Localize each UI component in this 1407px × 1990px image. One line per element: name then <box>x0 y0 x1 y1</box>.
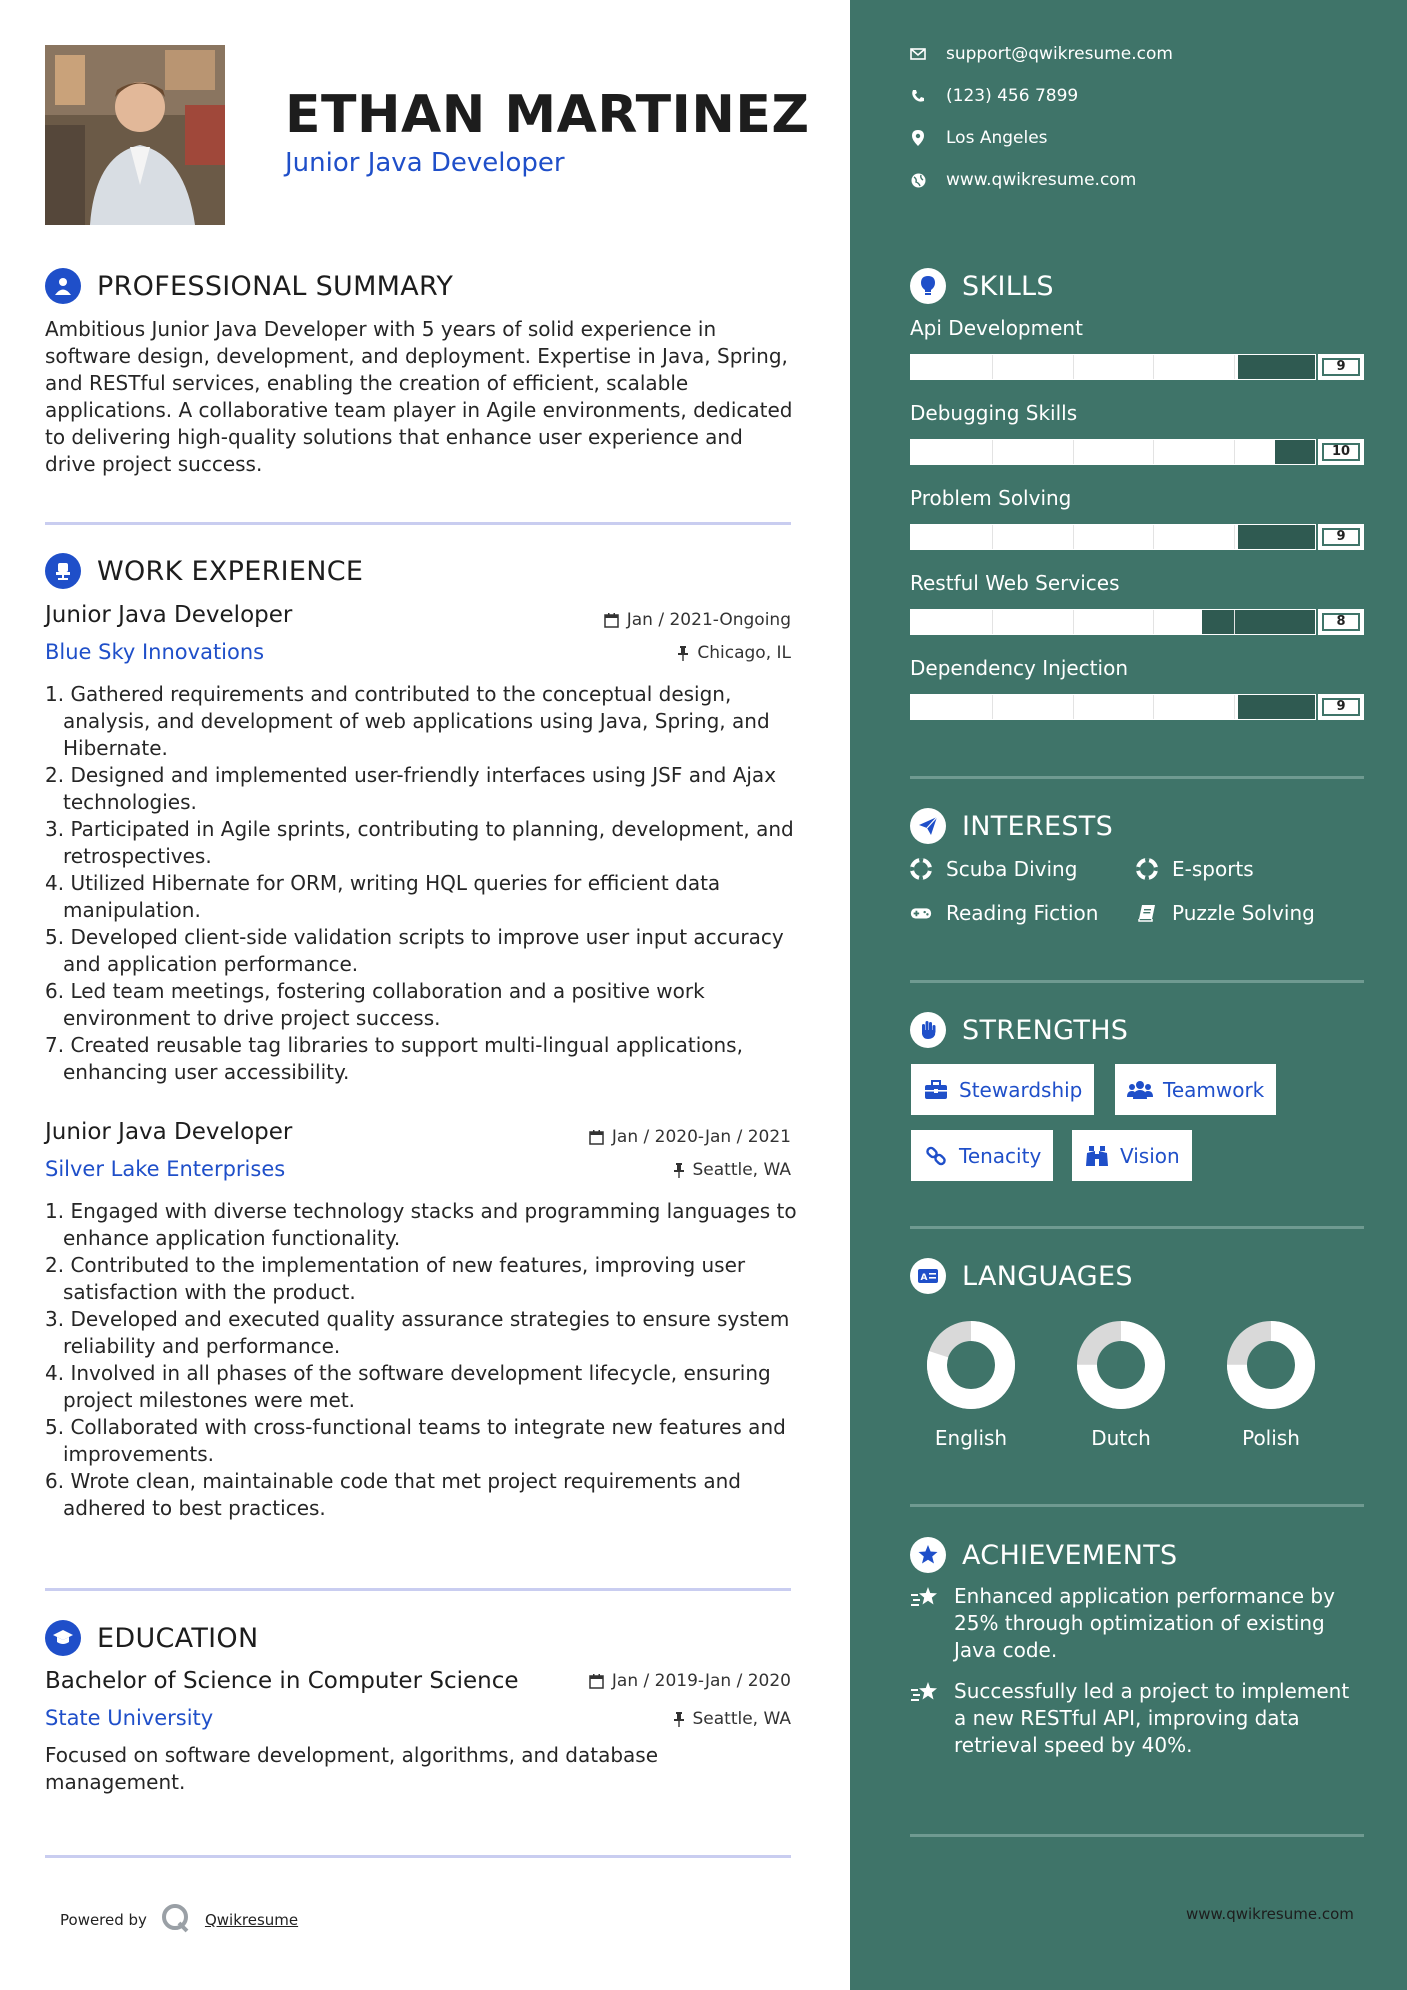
language-donut <box>1211 1320 1331 1410</box>
interest-e-sports <box>1136 857 1254 881</box>
skill-bar-segment <box>1073 355 1074 379</box>
skill-bar-segment <box>1234 525 1235 549</box>
skill-bar-fill <box>911 355 1238 379</box>
pin-icon <box>673 1163 685 1178</box>
paper-plane-icon <box>910 808 946 844</box>
list-item: 7. Created reusable tag libraries to support multi-lingual applications, enhancing user accessibility. <box>45 1033 743 1084</box>
list-item: 1. Gathered requirements and contributed to the conceptual design, analysis, and development of web applications using Java, Spring, and Hibernate. <box>45 682 770 760</box>
list-item: 3. Participated in Agile sprints, contributing to planning, development, and retrospectives. <box>45 817 794 868</box>
list-item: 5. Developed client-side validation scripts to improve user input accuracy and application performance. <box>45 925 784 976</box>
user-icon <box>45 268 81 304</box>
skill-bar-fill <box>911 440 1275 464</box>
skill-label: Problem Solving <box>910 486 1072 510</box>
job-location-text: Seattle, WA <box>692 1160 791 1180</box>
job-dates-text: Jan / 2020-Jan / 2021 <box>611 1127 791 1147</box>
language-donut-chart <box>926 1320 1016 1410</box>
candidate-title: Junior Java Developer <box>285 148 565 178</box>
interest-reading-fiction <box>910 901 1098 925</box>
location-text: Los Angeles <box>946 128 1048 148</box>
skill-bar-segment <box>1234 695 1235 719</box>
hand-icon <box>910 1012 946 1048</box>
calendar-icon <box>589 1674 604 1689</box>
skill-score: 8 <box>1322 613 1360 631</box>
divider <box>45 1855 791 1858</box>
strength-stewardship <box>911 1064 1094 1115</box>
calendar-icon <box>589 1130 604 1145</box>
skill-bar-segment <box>1153 355 1154 379</box>
achievements-heading <box>910 1537 1178 1573</box>
interest-label: Reading Fiction <box>946 901 1099 925</box>
qwikresume-logo-icon <box>161 1903 191 1937</box>
section-title: STRENGTHS <box>962 1014 1129 1046</box>
strength-label: Teamwork <box>1163 1077 1265 1102</box>
job-dates-text: Jan / 2021-Ongoing <box>626 610 791 630</box>
divider <box>910 776 1364 779</box>
shooting-star-icon <box>910 1583 942 1610</box>
footer-website[interactable]: www.qwikresume.com <box>1186 1905 1354 1923</box>
divider <box>45 522 791 525</box>
skill-score: 9 <box>1322 358 1360 376</box>
job-bullets <box>45 681 805 1086</box>
achievement-item <box>910 1678 1364 1759</box>
skill-bar-segment <box>1153 440 1154 464</box>
list-item: 4. Involved in all phases of the software development lifecycle, ensuring project milestones were met. <box>45 1361 771 1412</box>
job-location <box>673 1160 792 1180</box>
skill-bar <box>910 694 1316 720</box>
job-company: Silver Lake Enterprises <box>45 1157 286 1181</box>
contact-email[interactable] <box>910 44 1173 64</box>
job-role: Junior Java Developer <box>45 1119 293 1145</box>
job-bullets <box>45 1198 805 1522</box>
skill-bar-segment <box>992 355 993 379</box>
list-item: 1. Engaged with diverse technology stacks and programming languages to enhance application functionality. <box>45 1199 797 1250</box>
list-item: 2. Designed and implemented user-friendly interfaces using JSF and Ajax technologies. <box>45 763 777 814</box>
skill-score: 9 <box>1322 528 1360 546</box>
languages-heading <box>910 1258 1133 1294</box>
divider <box>910 980 1364 983</box>
skill-bar <box>910 609 1316 635</box>
strength-teamwork <box>1115 1064 1276 1115</box>
divider <box>910 1226 1364 1229</box>
skill-bar-segment <box>992 440 993 464</box>
education-description: Focused on software development, algorithms, and database management. <box>45 1743 659 1794</box>
pin-icon <box>677 646 689 661</box>
achievement-item <box>910 1583 1364 1664</box>
skill-bar-segment <box>1153 610 1154 634</box>
users-icon <box>1127 1079 1153 1101</box>
shooting-star-icon <box>910 1678 942 1705</box>
strengths-heading <box>910 1012 1128 1048</box>
skill-bar-segment <box>1073 440 1074 464</box>
skill-label: Debugging Skills <box>910 401 1078 425</box>
language-donut <box>911 1320 1031 1410</box>
strength-tenacity <box>911 1130 1053 1181</box>
powered-by <box>60 1903 298 1937</box>
education-heading <box>45 1620 258 1656</box>
website-text: www.qwikresume.com <box>946 170 1137 190</box>
interests-heading <box>910 808 1113 844</box>
skill-score-box <box>1318 609 1364 635</box>
interest-label: Scuba Diving <box>946 857 1078 881</box>
list-item: 6. Wrote clean, maintainable code that met project requirements and adhered to best practices. <box>45 1469 741 1520</box>
lifebuoy-icon <box>1136 858 1158 880</box>
job-location <box>677 643 791 663</box>
skill-bar <box>910 524 1316 550</box>
skill-score: 9 <box>1322 698 1360 716</box>
achievement-text: Successfully led a project to implement a new RESTful API, improving data retrieval speed by 40%. <box>954 1679 1350 1757</box>
education-location-text: Seattle, WA <box>692 1709 791 1729</box>
list-item: 4. Utilized Hibernate for ORM, writing HQL queries for efficient data manipulation. <box>45 871 721 922</box>
language-card-icon <box>910 1258 946 1294</box>
language-label: Polish <box>1242 1426 1300 1450</box>
strength-label: Tenacity <box>959 1143 1042 1168</box>
gamepad-icon <box>910 902 932 924</box>
location-pin-icon <box>910 130 926 146</box>
language-donut <box>1061 1320 1181 1410</box>
calendar-icon <box>604 613 619 628</box>
svg-text:A: A <box>920 1273 928 1283</box>
strength-vision <box>1072 1130 1192 1181</box>
skill-score-box <box>1318 439 1364 465</box>
phone-icon <box>910 88 926 104</box>
chair-icon <box>45 553 81 589</box>
section-title: SKILLS <box>962 270 1054 302</box>
pin-icon <box>673 1712 685 1727</box>
divider <box>45 1588 791 1591</box>
list-item: 3. Developed and executed quality assurance strategies to ensure system reliability and performance. <box>45 1307 790 1358</box>
list-item: 2. Contributed to the implementation of new features, improving user satisfaction with the product. <box>45 1253 746 1304</box>
globe-icon <box>910 172 926 188</box>
job-dates <box>604 610 791 630</box>
skill-bar-segment <box>992 695 993 719</box>
job-dates <box>589 1127 791 1147</box>
skill-bar-segment <box>1234 355 1235 379</box>
skill-bar-segment <box>992 610 993 634</box>
skill-bar-fill <box>911 610 1202 634</box>
job-role: Junior Java Developer <box>45 602 293 628</box>
skill-label: Dependency Injection <box>910 656 1128 680</box>
skill-label: Restful Web Services <box>910 571 1120 595</box>
strength-label: Stewardship <box>959 1077 1083 1102</box>
divider <box>910 1834 1364 1837</box>
section-title: WORK EXPERIENCE <box>97 555 364 587</box>
skill-score: 10 <box>1322 443 1360 461</box>
link-icon <box>923 1145 949 1167</box>
contact-website[interactable] <box>910 170 1136 190</box>
binoculars-icon <box>1084 1145 1110 1167</box>
education-dates <box>589 1671 791 1691</box>
skill-bar-fill <box>911 695 1238 719</box>
language-donut-chart <box>1076 1320 1166 1410</box>
section-title: PROFESSIONAL SUMMARY <box>97 270 454 302</box>
job-location-text: Chicago, IL <box>697 643 791 663</box>
lightbulb-icon <box>910 268 946 304</box>
skill-bar-segment <box>1073 525 1074 549</box>
skill-score-box <box>1318 524 1364 550</box>
brand-link[interactable]: Qwikresume <box>204 1911 299 1929</box>
skill-bar-segment <box>1153 695 1154 719</box>
contact-phone[interactable] <box>910 86 1078 106</box>
interest-label: E-sports <box>1172 857 1254 881</box>
strength-label: Vision <box>1120 1143 1180 1168</box>
language-label: Dutch <box>1091 1426 1151 1450</box>
interest-puzzle-solving <box>1136 901 1315 925</box>
skill-bar-fill <box>911 525 1238 549</box>
skill-score-box <box>1318 354 1364 380</box>
language-label: English <box>934 1426 1008 1450</box>
achievement-text: Enhanced application performance by 25% through optimization of existing Java code. <box>954 1584 1335 1662</box>
email-text: support@qwikresume.com <box>946 44 1173 64</box>
section-title: INTERESTS <box>962 810 1114 842</box>
list-item: 5. Collaborated with cross-functional teams to integrate new features and improvements. <box>45 1415 786 1466</box>
graduation-cap-icon <box>45 1620 81 1656</box>
summary-heading <box>45 268 453 304</box>
skill-bar-segment <box>1073 695 1074 719</box>
candidate-name: ETHAN MARTINEZ <box>285 85 810 145</box>
skill-bar-segment <box>992 525 993 549</box>
interest-label: Puzzle Solving <box>1172 901 1315 925</box>
job-company: Blue Sky Innovations <box>45 640 265 664</box>
skill-bar <box>910 354 1316 380</box>
language-donut-chart <box>1226 1320 1316 1410</box>
skill-bar-segment <box>1234 440 1235 464</box>
star-badge-icon <box>910 1537 946 1573</box>
skills-heading <box>910 268 1054 304</box>
briefcase-icon <box>923 1079 949 1101</box>
contact-location <box>910 128 1048 148</box>
education-dates-text: Jan / 2019-Jan / 2020 <box>611 1671 791 1691</box>
book-icon <box>1136 902 1158 924</box>
experience-heading <box>45 553 363 589</box>
skill-bar-segment <box>1073 610 1074 634</box>
school: State University <box>45 1706 214 1730</box>
education-location <box>673 1709 792 1729</box>
skill-bar-segment <box>1234 610 1235 634</box>
phone-text: (123) 456 7899 <box>946 86 1079 106</box>
profile-photo <box>45 45 225 225</box>
envelope-icon <box>910 46 926 62</box>
divider <box>910 1504 1364 1507</box>
section-title: ACHIEVEMENTS <box>962 1539 1178 1571</box>
interest-scuba-diving <box>910 857 1077 881</box>
skill-bar-segment <box>1153 525 1154 549</box>
section-title: EDUCATION <box>97 1622 259 1654</box>
summary-text: Ambitious Junior Java Developer with 5 years of solid experience in software design, development, and deployment. Expertise in Java, Spring, and RESTful services, enabling the creation of efficient, scalable applications. A collaborative team player in Agile environments, dedicated to delivering high-quality solutions that enhance user experience and drive project success. <box>45 317 793 476</box>
skill-bar <box>910 439 1316 465</box>
skill-label: Api Development <box>910 316 1083 340</box>
degree: Bachelor of Science in Computer Science <box>45 1668 519 1694</box>
powered-by-label: Powered by <box>60 1911 147 1929</box>
section-title: LANGUAGES <box>962 1260 1133 1292</box>
list-item: 6. Led team meetings, fostering collaboration and a positive work environment to drive project success. <box>45 979 705 1030</box>
lifebuoy-icon <box>910 858 932 880</box>
skill-score-box <box>1318 694 1364 720</box>
